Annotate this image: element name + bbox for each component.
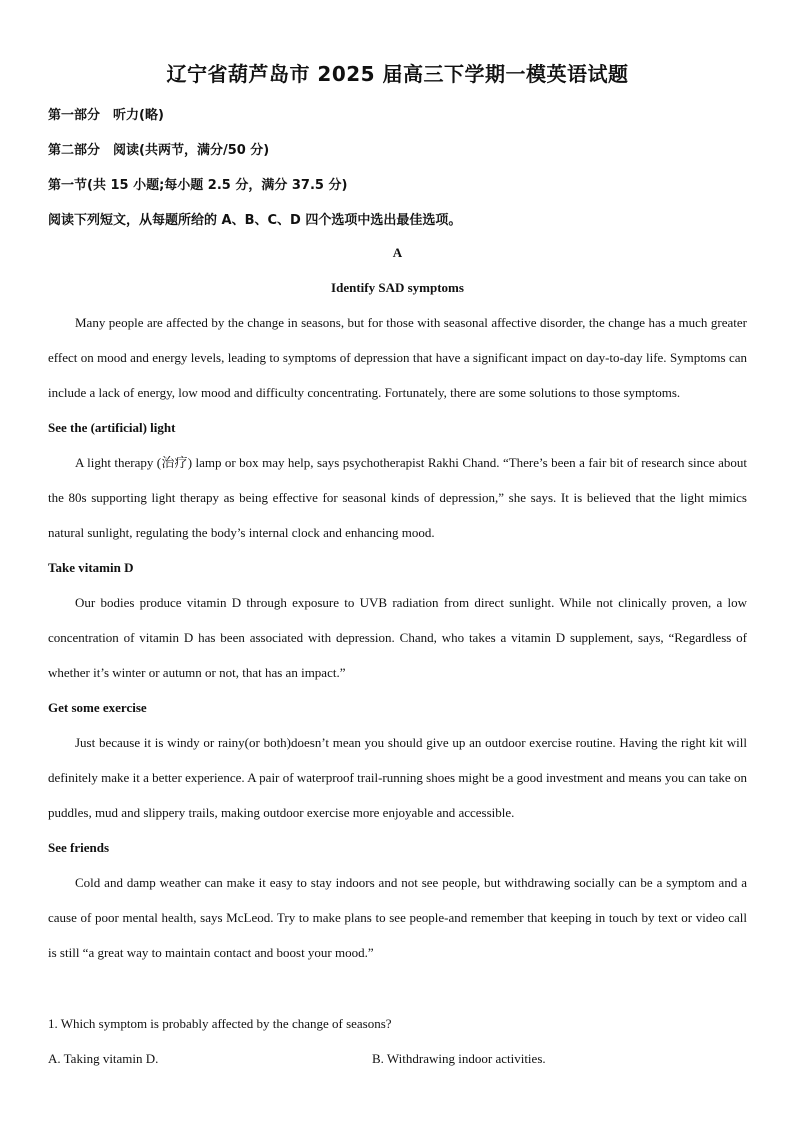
- section-heading: See friends: [48, 840, 110, 855]
- section-heading: Get some exercise: [48, 700, 147, 715]
- section-paragraph: Just because it is windy or rainy(or both)doesn’t mean you should give up an outdoor exercise routine. Having the right kit will definitely make it a better experience. A pair of waterproof trail-running shoes might be a good investment and means you can take on puddles, mud and slippery trails, making outdoor exercise more enjoyable and accessible.: [48, 735, 747, 820]
- passage-title: Identify SAD symptoms: [331, 280, 464, 295]
- passage-letter: A: [392, 245, 403, 260]
- document-title: 辽宁省葫芦岛市 2025 届高三下学期一模英语试题: [166, 62, 629, 86]
- part-two-heading: 第二部分 阅读(共两节，满分/50 分): [48, 143, 270, 158]
- section-heading: Take vitamin D: [48, 560, 134, 575]
- section-paragraph: Cold and damp weather can make it easy to stay indoors and not see people, but withdrawing socially can be a symptom and a cause of poor mental health, says McLeod. Try to make plans to see people-and remember that keeping in touch by text or video call is still “a great way to maintain contact and boost your mood.”: [48, 875, 747, 960]
- answer-options: [48, 1041, 747, 1076]
- section-heading: See the (artificial) light: [48, 420, 176, 435]
- section-paragraph: A light therapy (治疗) lamp or box may help, says psychotherapist Rakhi Chand. “There’s been a fair bit of research since about the 80s supporting light therapy as being effective for seasonal kinds of depression,” she says. It is believed that the light mimics natural sunlight, regulating the body’s internal clock and enhancing mood.: [48, 455, 747, 540]
- option-a: A. Taking vitamin D.: [48, 1051, 159, 1066]
- part-one-heading: 第一部分 听力(略): [48, 108, 164, 123]
- option-b: B. Withdrawing indoor activities.: [372, 1051, 546, 1066]
- intro-paragraph: Many people are affected by the change in seasons, but for those with seasonal affective disorder, the change has a much greater effect on mood and energy levels, leading to symptoms of depression that have a significant impact on day-to-day life. Symptoms can include a lack of energy, low mood and difficulty concentrating. Fortunately, there are some solutions to those symptoms.: [48, 315, 747, 400]
- section-paragraph: Our bodies produce vitamin D through exposure to UVB radiation from direct sunlight. While not clinically proven, a low concentration of vitamin D has been associated with depression. Chand, who takes a vitamin D supplement, says, “Regardless of whether it’s winter or autumn or not, that has an impact.”: [48, 595, 747, 680]
- section-one-heading: 第一节(共 15 小题;每小题 2.5 分，满分 37.5 分): [48, 178, 348, 193]
- passage-body: [48, 305, 747, 970]
- question-stem: 1. Which symptom is probably affected by the change of seasons?: [48, 1016, 392, 1031]
- question-1: [48, 1006, 747, 1076]
- instruction-text: 阅读下列短文，从每题所给的 A、B、C、D 四个选项中选出最佳选项。: [48, 213, 462, 228]
